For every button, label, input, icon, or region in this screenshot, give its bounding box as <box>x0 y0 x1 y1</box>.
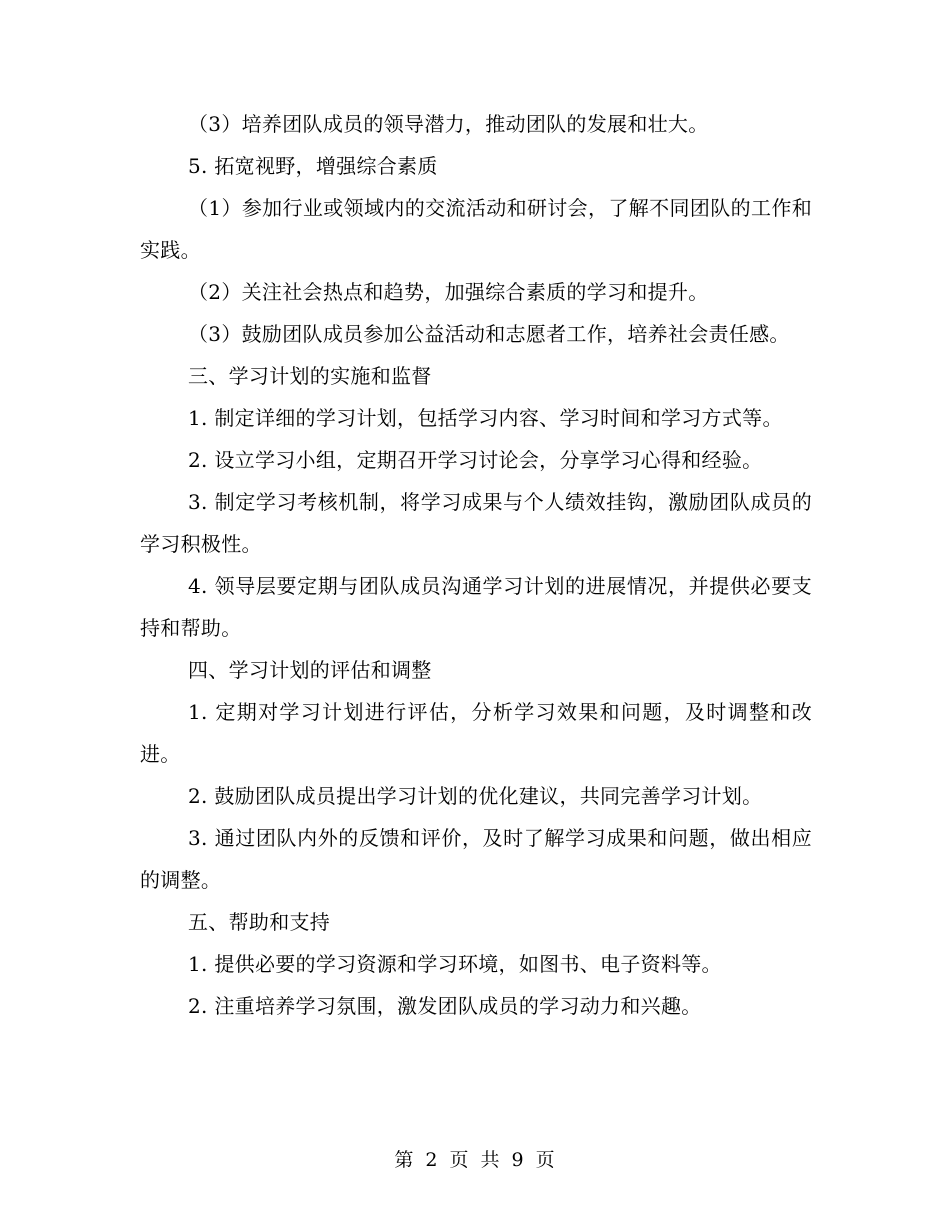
paragraph-s4-2: 2. 鼓励团队成员提出学习计划的优化建议，共同完善学习计划。 <box>188 784 763 808</box>
paragraph-s5-1: 1. 提供必要的学习资源和学习环境，如图书、电子资料等。 <box>188 952 722 976</box>
paragraph-s3-4: 4. 领导层要定期与团队成员沟通学习计划的进展情况，并提供必要支持和帮助。 <box>140 574 812 640</box>
paragraph-s3-2: 2. 设立学习小组，定期召开学习讨论会，分享学习心得和经验。 <box>188 448 763 472</box>
paragraph-s5-2: 2. 注重培养学习氛围，激发团队成员的学习动力和兴趣。 <box>188 994 702 1018</box>
paragraph-5-1: （1）参加行业或领域内的交流活动和研讨会，了解不同团队的工作和实践。 <box>140 196 812 262</box>
paragraph-s3-3: 3. 制定学习考核机制，将学习成果与个人绩效挂钩，激励团队成员的学习积极性。 <box>140 490 812 556</box>
document-body <box>140 103 812 1027</box>
paragraph-s4-3: 3. 通过团队内外的反馈和评价，及时了解学习成果和问题，做出相应的调整。 <box>140 826 812 892</box>
section-heading-5-support: 五、帮助和支持 <box>188 910 331 934</box>
paragraph-3-1: （3）培养团队成员的领导潜力，推动团队的发展和壮大。 <box>188 112 709 136</box>
paragraph-s3-1: 1. 制定详细的学习计划，包括学习内容、学习时间和学习方式等。 <box>188 406 783 430</box>
section-heading-4: 四、学习计划的评估和调整 <box>188 658 432 682</box>
page-number-footer: 第 2 页 共 9 页 <box>394 1149 556 1171</box>
section-heading-3: 三、学习计划的实施和监督 <box>188 364 432 388</box>
paragraph-5-3: （3）鼓励团队成员参加公益活动和志愿者工作，培养社会责任感。 <box>188 322 790 346</box>
section-heading-5: 5. 拓宽视野，增强综合素质 <box>188 154 438 178</box>
paragraph-s4-1: 1. 定期对学习计划进行评估，分析学习效果和问题，及时调整和改进。 <box>140 700 812 766</box>
paragraph-5-2: （2）关注社会热点和趋势，加强综合素质的学习和提升。 <box>188 280 709 304</box>
